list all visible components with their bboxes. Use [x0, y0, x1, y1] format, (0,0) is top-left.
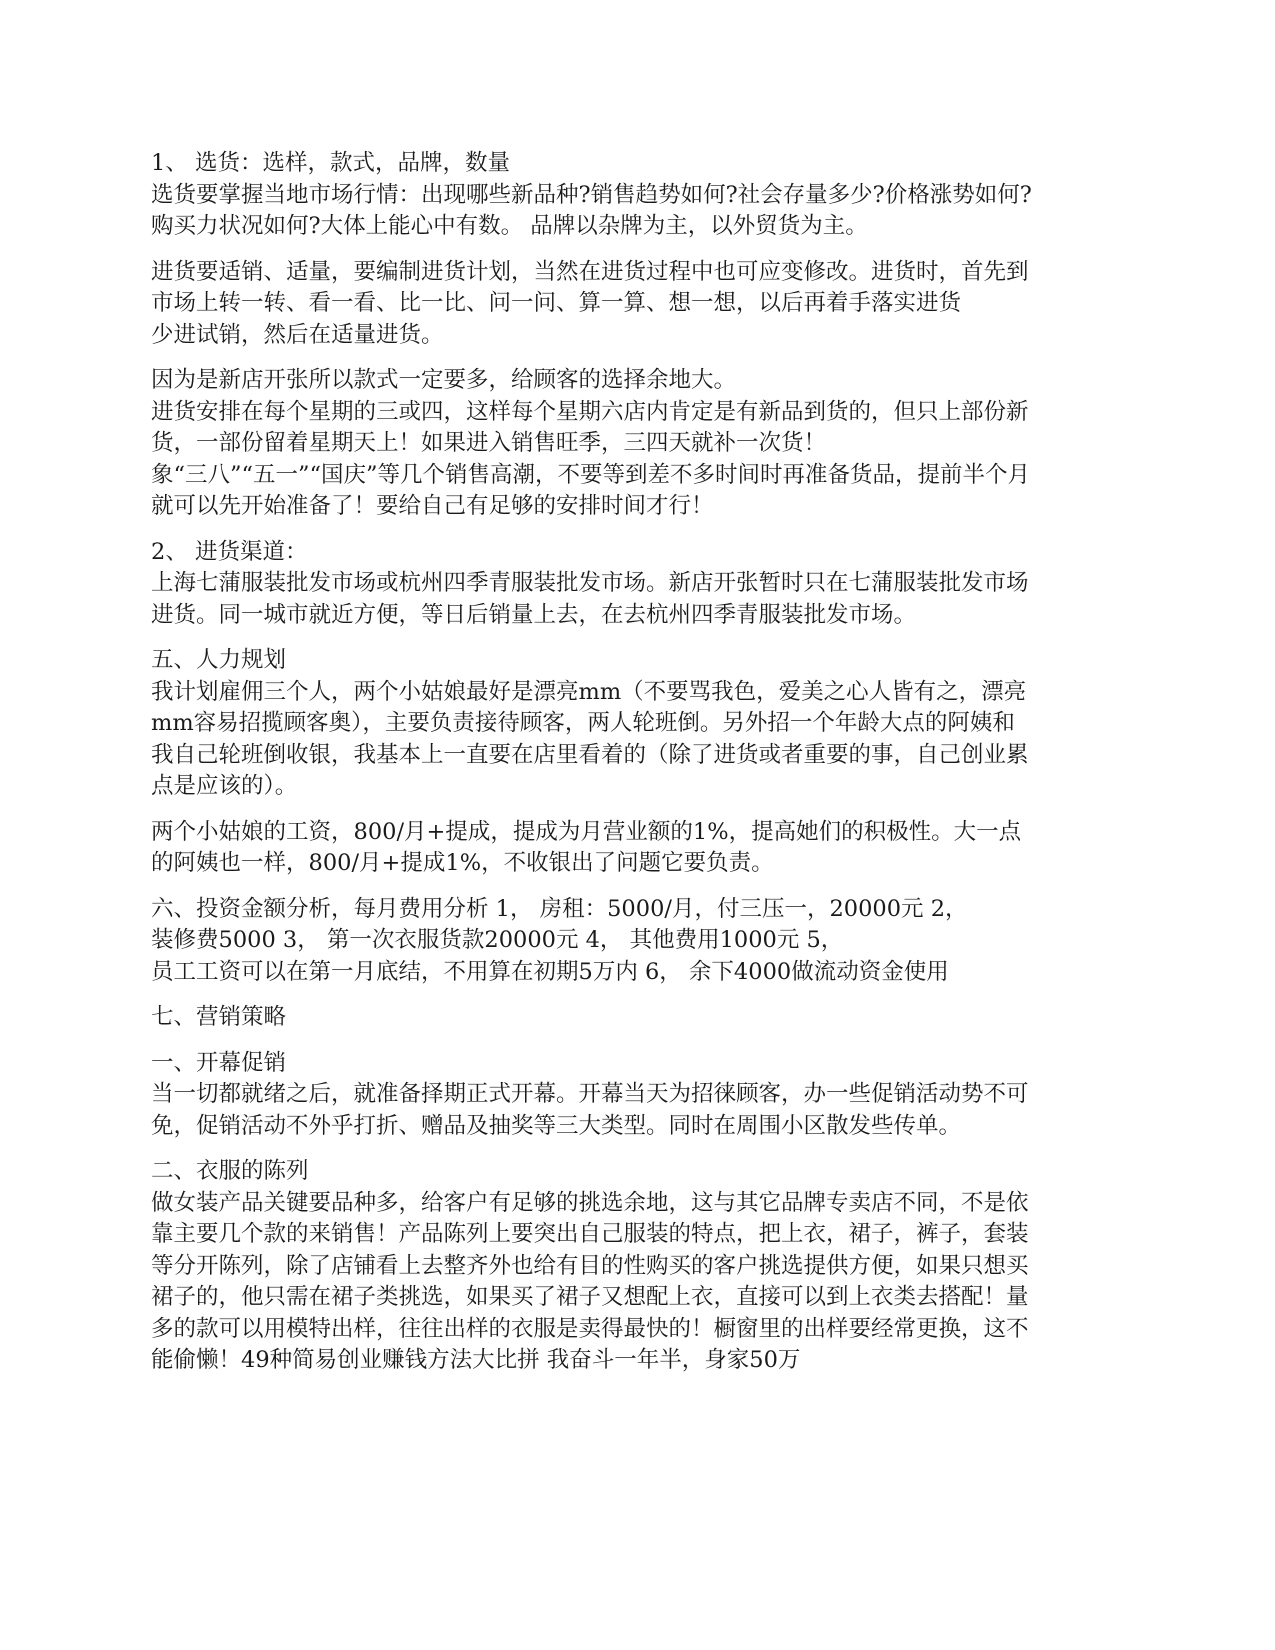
text-line: 我计划雇佣三个人，两个小姑娘最好是漂亮mm（不要骂我色，爱美之心人皆有之，漂亮 — [151, 678, 1027, 705]
paragraph-marketing-heading — [151, 1002, 1131, 1034]
text-line: 货，一部份留着星期天上！如果进入销售旺季，三四天就补一次货！ — [151, 430, 827, 456]
text-line: 一、开幕促销 — [151, 1049, 287, 1076]
text-line: 1、 选货：选样，款式，品牌，数量 — [151, 150, 510, 176]
paragraph-staffing — [151, 645, 1131, 803]
text-line: 的阿姨也一样，800/月+提成1%，不收银出了问题它要负责。 — [151, 850, 774, 876]
text-line: 当一切都就绪之后，就准备择期正式开幕。开幕当天为招徕顾客，办一些促销活动势不可 — [151, 1081, 1029, 1107]
document-body — [151, 148, 1131, 1391]
text-line: 等分开陈列，除了店铺看上去整齐外也给有目的性购买的客户挑选提供方便，如果只想买 — [151, 1252, 1029, 1279]
text-line: 市场上转一转、看一看、比一比、问一问、算一算、想一想，以后再着手落实进货 — [151, 290, 962, 316]
text-line: 员工工资可以在第一月底结，不用算在初期5万内 6， 余下4000做流动资金使用 — [151, 958, 949, 985]
text-line: 象“三八”“五一”“国庆”等几个销售高潮，不要等到差不多时间时再准备货品，提前半个月 — [151, 461, 1031, 488]
text-line: 点是应该的）。 — [151, 773, 298, 799]
paragraph-purchase-plan — [151, 257, 1131, 352]
paragraph-display — [151, 1156, 1131, 1377]
text-line: 装修费5000 3， 第一次衣服货款20000元 4， 其他费用1000元 5， — [151, 927, 844, 953]
text-line: 进货要适销、适量，要编制进货计划，当然在进货过程中也可应变修改。进货时，首先到 — [151, 258, 1029, 285]
paragraph-restock-schedule — [151, 365, 1131, 523]
text-line: 就可以先开始准备了！要给自己有足够的安排时间才行！ — [151, 493, 714, 519]
text-line: 我自己轮班倒收银，我基本上一直要在店里看着的（除了进货或者重要的事，自己创业累 — [151, 741, 1029, 768]
text-line: 六、投资金额分析，每月费用分析 1， 房租：5000/月，付三压一，20000元 2， — [151, 895, 968, 922]
text-line: 能偷懒！49种简易创业赚钱方法大比拼 我奋斗一年半，身家50万 — [151, 1347, 801, 1373]
text-line: 少进试销，然后在适量进货。 — [151, 321, 444, 348]
text-line: 免，促销活动不外乎打折、赠品及抽奖等三大类型。同时在周围小区散发些传单。 — [151, 1112, 962, 1139]
text-line: 2、 进货渠道： — [151, 538, 308, 565]
text-line: 进货。同一城市就近方便，等日后销量上去，在去杭州四季青服装批发市场。 — [151, 601, 917, 628]
paragraph-purchase-channel — [151, 537, 1131, 632]
text-line: 五、人力规划 — [151, 647, 287, 673]
paragraph-selection — [151, 148, 1131, 243]
text-line: 进货安排在每个星期的三或四，这样每个星期六店内肯定是有新品到货的，但只上部份新 — [151, 398, 1029, 425]
text-line: 选货要掌握当地市场行情：出现哪些新品种?销售趋势如何?社会存量多少?价格涨势如何? — [151, 181, 1032, 208]
text-line: 靠主要几个款的来销售！产品陈列上要突出自己服装的特点，把上衣，裙子，裤子，套装 — [151, 1221, 1029, 1247]
text-line: mm容易招揽顾客奥），主要负责接待顾客，两人轮班倒。另外招一个年龄大点的阿姨和 — [151, 710, 1015, 736]
text-line: 做女装产品关键要品种多，给客户有足够的挑选余地，这与其它品牌专卖店不同，不是依 — [151, 1189, 1029, 1216]
paragraph-opening-promotion — [151, 1048, 1131, 1143]
text-line: 因为是新店开张所以款式一定要多，给顾客的选择余地大。 — [151, 367, 737, 393]
section-heading: 七、营销策略 — [151, 1004, 287, 1030]
paragraph-investment — [151, 894, 1131, 989]
text-line: 二、衣服的陈列 — [151, 1158, 309, 1184]
text-line: 购买力状况如何?大体上能心中有数。 品牌以杂牌为主，以外贸货为主。 — [151, 213, 868, 239]
text-line: 裙子的，他只需在裙子类挑选，如果买了裙子又想配上衣，直接可以到上衣类去搭配！量 — [151, 1284, 1029, 1310]
text-line: 上海七蒲服装批发市场或杭州四季青服装批发市场。新店开张暂时只在七蒲服装批发市场 — [151, 570, 1029, 596]
text-line: 多的款可以用模特出样，往往出样的衣服是卖得最快的！橱窗里的出样要经常更换，这不 — [151, 1315, 1029, 1342]
text-line: 两个小姑娘的工资，800/月+提成，提成为月营业额的1%，提高她们的积极性。大一点 — [151, 818, 1022, 845]
paragraph-wages — [151, 817, 1131, 880]
